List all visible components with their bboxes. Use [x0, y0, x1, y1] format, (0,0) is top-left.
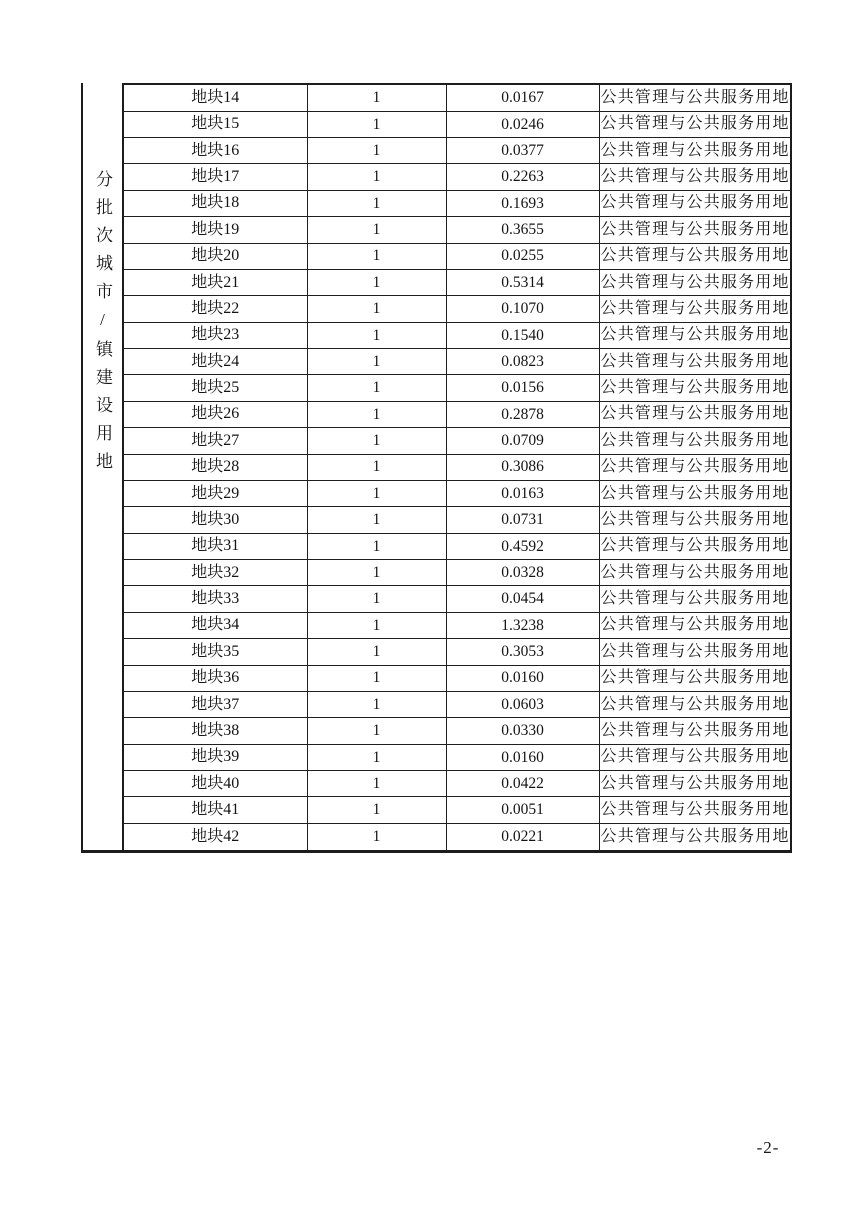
table-row [123, 296, 791, 322]
plot-area-cell: 0.0255 [446, 243, 599, 269]
land-use-cell: 公共管理与公共服务用地 [599, 480, 791, 506]
plot-area-cell: 0.0330 [446, 718, 599, 744]
plot-name-cell: 地块25 [123, 375, 307, 401]
plot-area-cell: 0.0603 [446, 691, 599, 717]
plot-area-cell: 0.0051 [446, 797, 599, 823]
table-row [123, 269, 791, 295]
land-use-cell: 公共管理与公共服务用地 [599, 217, 791, 243]
land-use-cell: 公共管理与公共服务用地 [599, 771, 791, 797]
table-row [123, 164, 791, 190]
plot-name-cell: 地块31 [123, 533, 307, 559]
table-row [123, 454, 791, 480]
plot-name-cell: 地块29 [123, 480, 307, 506]
plot-area-cell: 0.0156 [446, 375, 599, 401]
plot-name-cell: 地块27 [123, 428, 307, 454]
plot-area-cell: 0.0160 [446, 665, 599, 691]
plot-name-cell: 地块23 [123, 322, 307, 348]
plot-name-cell: 地块39 [123, 744, 307, 770]
plot-name-cell: 地块17 [123, 164, 307, 190]
plot-area-cell: 0.0246 [446, 111, 599, 137]
table-row [123, 823, 791, 851]
table-row [123, 217, 791, 243]
land-table-body [123, 84, 791, 852]
plot-count-cell: 1 [307, 190, 446, 216]
plot-area-cell: 0.0823 [446, 349, 599, 375]
plot-count-cell: 1 [307, 401, 446, 427]
plot-name-cell: 地块35 [123, 639, 307, 665]
plot-area-cell: 0.0163 [446, 480, 599, 506]
plot-name-cell: 地块41 [123, 797, 307, 823]
plot-count-cell: 1 [307, 533, 446, 559]
plot-count-cell: 1 [307, 612, 446, 638]
land-use-cell: 公共管理与公共服务用地 [599, 454, 791, 480]
plot-name-cell: 地块22 [123, 296, 307, 322]
plot-name-cell: 地块40 [123, 771, 307, 797]
plot-name-cell: 地块14 [123, 84, 307, 111]
land-use-cell: 公共管理与公共服务用地 [599, 507, 791, 533]
plot-count-cell: 1 [307, 691, 446, 717]
plot-count-cell: 1 [307, 296, 446, 322]
table-row [123, 375, 791, 401]
land-plots-table [122, 83, 792, 853]
table-row [123, 401, 791, 427]
plot-name-cell: 地块42 [123, 823, 307, 851]
plot-count-cell: 1 [307, 243, 446, 269]
plot-name-cell: 地块28 [123, 454, 307, 480]
table-row [123, 190, 791, 216]
plot-name-cell: 地块24 [123, 349, 307, 375]
plot-count-cell: 1 [307, 560, 446, 586]
plot-area-cell: 0.3655 [446, 217, 599, 243]
plot-area-cell: 0.1693 [446, 190, 599, 216]
plot-area-cell: 0.1070 [446, 296, 599, 322]
plot-name-cell: 地块38 [123, 718, 307, 744]
land-use-cell: 公共管理与公共服务用地 [599, 401, 791, 427]
land-use-cell: 公共管理与公共服务用地 [599, 665, 791, 691]
plot-name-cell: 地块33 [123, 586, 307, 612]
land-use-cell: 公共管理与公共服务用地 [599, 322, 791, 348]
plot-area-cell: 0.4592 [446, 533, 599, 559]
land-use-cell: 公共管理与公共服务用地 [599, 375, 791, 401]
plot-count-cell: 1 [307, 84, 446, 111]
row-group-cell [81, 83, 122, 853]
plot-name-cell: 地块21 [123, 269, 307, 295]
land-use-cell: 公共管理与公共服务用地 [599, 164, 791, 190]
table-row [123, 744, 791, 770]
plot-count-cell: 1 [307, 164, 446, 190]
plot-count-cell: 1 [307, 744, 446, 770]
plot-count-cell: 1 [307, 639, 446, 665]
land-use-cell: 公共管理与公共服务用地 [599, 691, 791, 717]
table-row [123, 507, 791, 533]
plot-name-cell: 地块34 [123, 612, 307, 638]
plot-count-cell: 1 [307, 823, 446, 851]
plot-count-cell: 1 [307, 375, 446, 401]
table-row [123, 533, 791, 559]
table-row [123, 691, 791, 717]
table-row [123, 612, 791, 638]
plot-name-cell: 地块26 [123, 401, 307, 427]
plot-count-cell: 1 [307, 718, 446, 744]
table-row [123, 771, 791, 797]
land-use-cell: 公共管理与公共服务用地 [599, 138, 791, 164]
table-row [123, 349, 791, 375]
land-use-cell: 公共管理与公共服务用地 [599, 639, 791, 665]
plot-count-cell: 1 [307, 428, 446, 454]
land-use-cell: 公共管理与公共服务用地 [599, 190, 791, 216]
plot-area-cell: 0.0328 [446, 560, 599, 586]
table-row [123, 428, 791, 454]
table-row [123, 718, 791, 744]
plot-area-cell: 0.0167 [446, 84, 599, 111]
table-row [123, 480, 791, 506]
land-use-cell: 公共管理与公共服务用地 [599, 718, 791, 744]
plot-area-cell: 0.0422 [446, 771, 599, 797]
plot-name-cell: 地块36 [123, 665, 307, 691]
plot-area-cell: 0.0709 [446, 428, 599, 454]
land-use-cell: 公共管理与公共服务用地 [599, 823, 791, 851]
plot-area-cell: 0.0454 [446, 586, 599, 612]
table-row [123, 111, 791, 137]
land-use-cell: 公共管理与公共服务用地 [599, 586, 791, 612]
table-row [123, 243, 791, 269]
table-row [123, 322, 791, 348]
land-use-cell: 公共管理与公共服务用地 [599, 533, 791, 559]
plot-count-cell: 1 [307, 349, 446, 375]
plot-area-cell: 0.2878 [446, 401, 599, 427]
plot-area-cell: 0.0160 [446, 744, 599, 770]
plot-count-cell: 1 [307, 771, 446, 797]
plot-count-cell: 1 [307, 454, 446, 480]
plot-count-cell: 1 [307, 111, 446, 137]
plot-count-cell: 1 [307, 507, 446, 533]
plot-area-cell: 0.2263 [446, 164, 599, 190]
plot-area-cell: 0.3086 [446, 454, 599, 480]
plot-area-cell: 0.0377 [446, 138, 599, 164]
table-row [123, 797, 791, 823]
plot-name-cell: 地块32 [123, 560, 307, 586]
plot-count-cell: 1 [307, 138, 446, 164]
plot-name-cell: 地块37 [123, 691, 307, 717]
plot-area-cell: 0.1540 [446, 322, 599, 348]
land-use-cell: 公共管理与公共服务用地 [599, 744, 791, 770]
plot-count-cell: 1 [307, 269, 446, 295]
plot-area-cell: 1.3238 [446, 612, 599, 638]
land-use-cell: 公共管理与公共服务用地 [599, 111, 791, 137]
plot-name-cell: 地块20 [123, 243, 307, 269]
land-use-cell: 公共管理与公共服务用地 [599, 296, 791, 322]
table-row [123, 84, 791, 111]
plot-name-cell: 地块30 [123, 507, 307, 533]
plot-name-cell: 地块19 [123, 217, 307, 243]
page-number: -2- [756, 1138, 780, 1157]
plot-name-cell: 地块18 [123, 190, 307, 216]
plot-area-cell: 0.0221 [446, 823, 599, 851]
land-use-cell: 公共管理与公共服务用地 [599, 428, 791, 454]
plot-name-cell: 地块15 [123, 111, 307, 137]
plot-count-cell: 1 [307, 217, 446, 243]
table-row [123, 586, 791, 612]
plot-area-cell: 0.0731 [446, 507, 599, 533]
land-use-cell: 公共管理与公共服务用地 [599, 84, 791, 111]
row-group-label: 分批次城市/镇建设用地 [93, 170, 112, 480]
table-row [123, 560, 791, 586]
table-row [123, 639, 791, 665]
land-use-cell: 公共管理与公共服务用地 [599, 560, 791, 586]
land-use-cell: 公共管理与公共服务用地 [599, 269, 791, 295]
land-use-cell: 公共管理与公共服务用地 [599, 612, 791, 638]
plot-area-cell: 0.5314 [446, 269, 599, 295]
plot-count-cell: 1 [307, 586, 446, 612]
plot-count-cell: 1 [307, 480, 446, 506]
land-use-cell: 公共管理与公共服务用地 [599, 797, 791, 823]
plot-name-cell: 地块16 [123, 138, 307, 164]
plot-count-cell: 1 [307, 665, 446, 691]
plot-area-cell: 0.3053 [446, 639, 599, 665]
table-row [123, 665, 791, 691]
plot-count-cell: 1 [307, 797, 446, 823]
land-use-cell: 公共管理与公共服务用地 [599, 243, 791, 269]
plot-count-cell: 1 [307, 322, 446, 348]
table-row [123, 138, 791, 164]
land-use-cell: 公共管理与公共服务用地 [599, 349, 791, 375]
